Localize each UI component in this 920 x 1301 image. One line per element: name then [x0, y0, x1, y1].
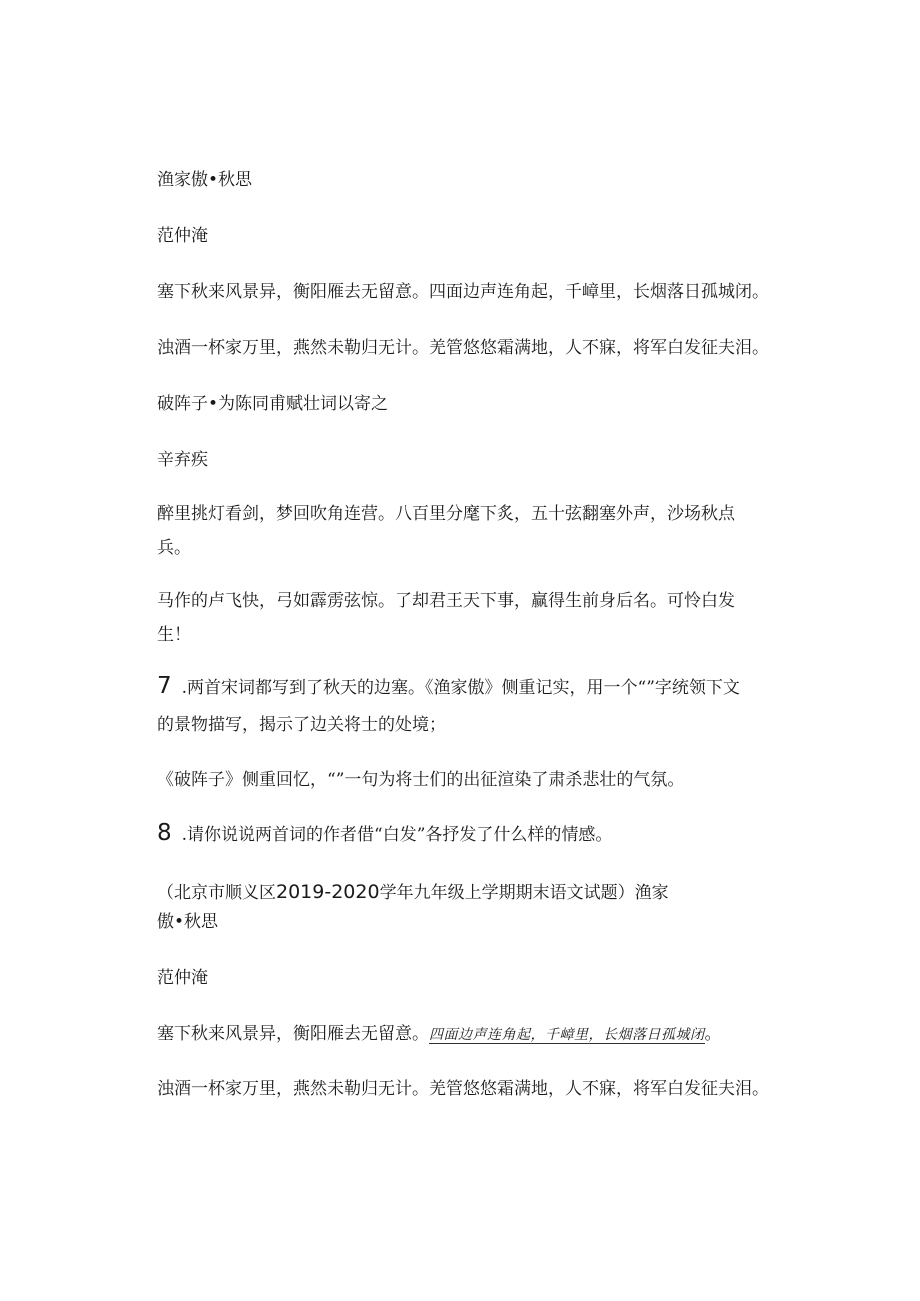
poem3-author: 范仲淹 [157, 968, 208, 988]
poem1-line1: 塞下秋来风景异，衡阳雁去无留意。四面边声连角起，千嶂里，长烟落日孤城闭。 [157, 282, 769, 302]
source-line [157, 882, 669, 903]
poem2-line1: 醉里挑灯看剑，梦回吹角连营。八百里分麾下炙，五十弦翻塞外声，沙场秋点兵。 [157, 504, 735, 558]
question-7-text-a: .两首宋词都写到了秋天的边塞。《渔家傲》侧重记实，用一个“”字统领下文 [181, 678, 740, 698]
poem1-line2: 浊酒一杯家万里，燕然未勒归无计。羌管悠悠霜满地，人不寐，将军白发征夫泪。 [157, 338, 769, 358]
question-8-line [157, 820, 613, 846]
question-8-number: 8 [157, 820, 172, 846]
question-7-line-a [157, 673, 740, 699]
source-prefix: （北京市顺义区 [157, 883, 276, 903]
poem3-line1-c: 。 [704, 1024, 722, 1044]
poem1-author: 范仲淹 [157, 226, 208, 246]
poem3-line1-underlined: 四面边声连角起，千嶂里，长烟落日孤城闭 [429, 1027, 705, 1043]
poem1-title: 渔家傲•秋思 [157, 170, 253, 190]
poem3-line1 [157, 1024, 722, 1045]
question-7-text-b: 的景物描写，揭示了边关将士的处境； [157, 715, 446, 735]
source-suffix: 学年九年级上学期期末语文试题）渔家 [379, 883, 669, 903]
poem3-line1-a: 塞下秋来风景异，衡阳雁去无留意。 [157, 1024, 429, 1044]
poem2-line2: 马作的卢飞快，弓如霹雳弦惊。了却君王天下事，赢得生前身后名。可怜白发生！ [157, 591, 735, 645]
question-7-text-c: 《破阵子》侧重回忆，“”一句为将士们的出征渲染了肃杀悲壮的气氛。 [157, 770, 685, 790]
source-title-cont: 傲•秋思 [157, 912, 219, 932]
source-year: 2019-2020 [276, 881, 380, 903]
question-8-text: .请你说说两首词的作者借“白发”各抒发了什么样的情感。 [181, 825, 613, 845]
poem2-author: 辛弃疾 [157, 450, 208, 470]
question-7-number: 7 [157, 673, 172, 699]
poem3-line2: 浊酒一杯家万里，燕然未勒归无计。羌管悠悠霜满地，人不寐，将军白发征夫泪。 [157, 1079, 769, 1099]
poem2-title: 破阵子•为陈同甫赋壮词以寄之 [157, 394, 389, 414]
